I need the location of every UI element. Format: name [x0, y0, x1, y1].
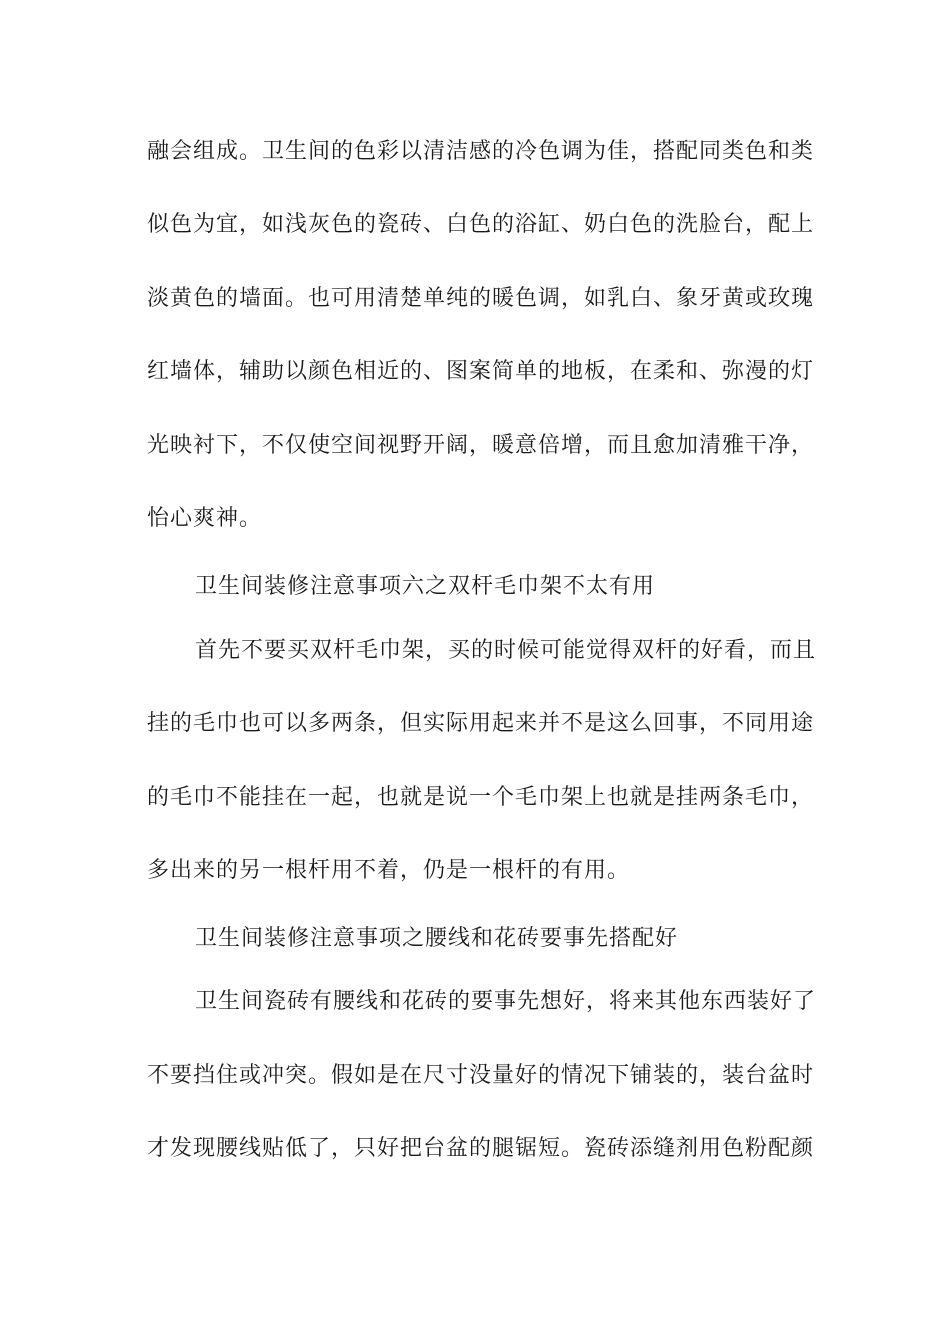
paragraph-line: 不要挡住或冲突。假如是在尺寸没量好的情况下铺装的，装台盆时: [147, 1063, 815, 1088]
paragraph-line: 怡心爽神。: [147, 506, 263, 531]
paragraph-line: 似色为宜，如浅灰色的瓷砖、白色的浴缸、奶白色的洗脸台，配上: [147, 212, 815, 237]
paragraph-line: 淡黄色的墙面。也可用清楚单纯的暖色调，如乳白、象牙黄或玫瑰: [147, 286, 815, 311]
section-heading: 卫生间装修注意事项六之双杆毛巾架不太有用: [195, 574, 656, 599]
paragraph-line: 红墙体，辅助以颜色相近的、图案简单的地板，在柔和、弥漫的灯: [147, 359, 815, 384]
paragraph-line: 首先不要买双杆毛巾架，买的时候可能觉得双杆的好看，而且: [195, 638, 817, 663]
section-heading: 卫生间装修注意事项之腰线和花砖要事先搭配好: [195, 926, 679, 951]
paragraph-line: 的毛巾不能挂在一起，也就是说一个毛巾架上也就是挂两条毛巾，: [147, 785, 815, 810]
paragraph-line: 卫生间瓷砖有腰线和花砖的要事先想好，将来其他东西装好了: [195, 989, 817, 1014]
paragraph-line: 多出来的另一根杆用不着，仍是一根杆的有用。: [147, 858, 631, 883]
paragraph-line: 光映衬下，不仅使空间视野开阔，暖意倍增，而且愈加清雅干净，: [147, 433, 815, 458]
paragraph-line: 才发现腰线贴低了，只好把台盆的腿锯短。瓷砖添缝剂用色粉配颜: [147, 1136, 815, 1161]
paragraph-line: 挂的毛巾也可以多两条，但实际用起来并不是这么回事，不同用途: [147, 711, 815, 736]
paragraph-line: 融会组成。卫生间的色彩以清洁感的冷色调为佳，搭配同类色和类: [147, 139, 815, 164]
